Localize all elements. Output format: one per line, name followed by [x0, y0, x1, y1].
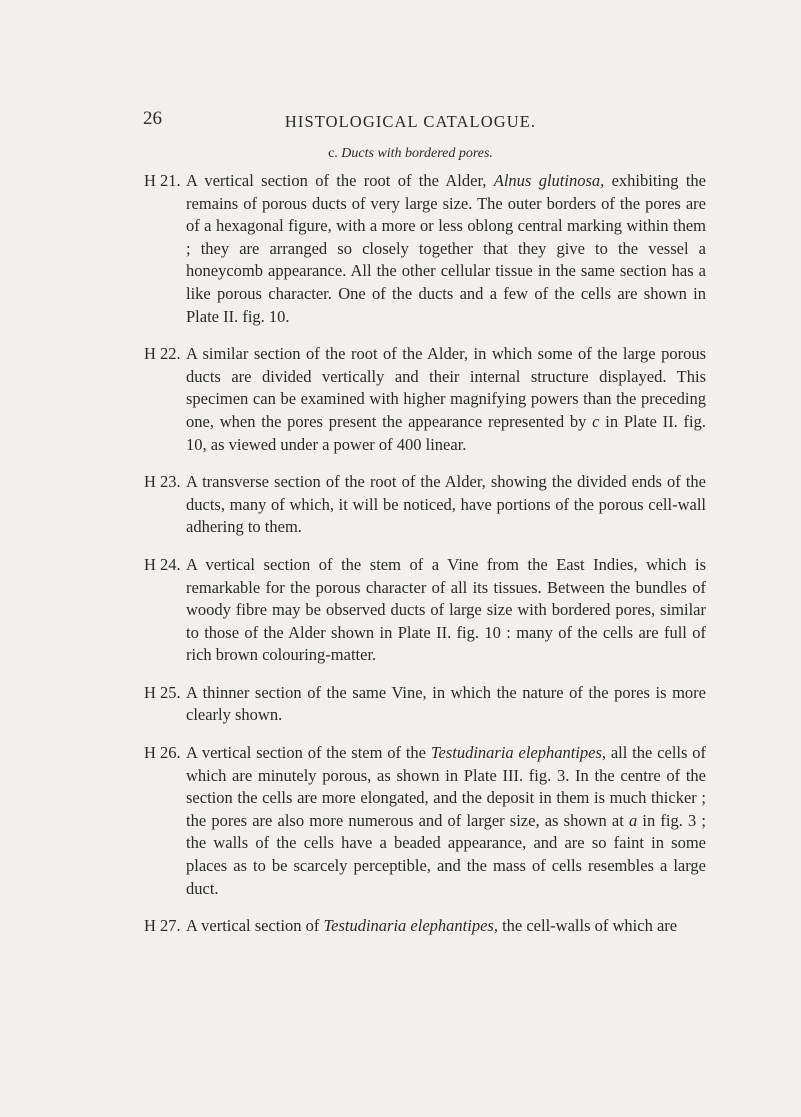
page-number: 26 [143, 108, 162, 129]
entry-text [186, 554, 706, 667]
entry-id: H 23. [144, 472, 181, 492]
entry-text [186, 471, 706, 539]
entry-text-italic: Alnus glutinosa, [493, 171, 605, 190]
entry-id: H 25. [144, 682, 181, 702]
entry-text [186, 915, 706, 938]
entry-id: H 21. [144, 171, 181, 190]
entry-text [186, 170, 706, 328]
catalogue-entry [144, 343, 706, 456]
catalogue-entry [144, 742, 706, 900]
entry-text-segment: in Plate II. fig. 10, as viewed under a power of 400 linear. [186, 411, 706, 454]
entry-id: H 27. [144, 916, 181, 936]
entry-text-segment: in fig. 3 ; the walls of the cells have a beaded appearance, and are so faint in some places as to be scarcely perceptible, and the mass of cells resembles a large duct. [186, 810, 706, 898]
entry-text-italic: Testudinaria elephantipes, [323, 916, 498, 936]
entry-list [144, 170, 706, 953]
entry-text [186, 343, 706, 456]
catalogue-entry [144, 915, 706, 938]
entry-text-segment: A transverse section of the root of the Alder, showing the divided ends of the ducts, many of which, it will be noticed, have portions of the porous cell-wall adhering to them. [186, 472, 706, 537]
catalogue-entry [144, 554, 706, 667]
running-head: HISTOLOGICAL CATALOGUE. [284, 112, 537, 131]
entry-text [186, 742, 706, 900]
entry-text-segment: the cell-walls of which are [497, 916, 678, 936]
entry-text-segment: A similar section of the root of the Alder, in which some of the large porous ducts are divided vertically and their internal structure displayed. This specimen can be examined with higher magnifying powers than the preceding one, when the pores present the appearance represented by [186, 344, 706, 431]
entry-text-italic: c [592, 411, 600, 431]
entry-id: H 22. [144, 344, 181, 364]
entry-text-segment: A vertical section of [186, 916, 324, 936]
entry-text-segment: exhibiting the remains of porous ducts of very large size. The outer borders of the pores are of a hexagonal figure, with a more or less oblong central marking within them ; they are arranged so closely together that they give to the vessel a honeycomb appearance. All the other cellular tissue in the same section has a like porous character. One of the ducts and a few of the cells are shown in Plate II. fig. 10. [186, 171, 706, 326]
entry-text-italic: Testudinaria elephantipes, [430, 743, 607, 763]
entry-text-italic: a [628, 810, 638, 830]
entry-text-segment: A vertical section of the root of the Alder, [186, 171, 494, 190]
section-heading [0, 146, 801, 162]
catalogue-entry [144, 170, 706, 328]
entry-text [186, 682, 706, 727]
section-title: Ducts with bordered pores. [341, 146, 493, 161]
entry-id: H 24. [144, 554, 181, 574]
entry-id: H 26. [144, 743, 181, 763]
catalogue-entry [144, 682, 706, 727]
section-label: c. [328, 146, 338, 161]
entry-text-segment: all the cells of which are minutely porous, as shown in Plate III. fig. 3. In the centre of the section the cells are more elongated, and the deposit in them is much thicker ; the pores are also more numerous and of larger size, as shown at [186, 743, 706, 830]
entry-text-segment: A vertical section of the stem of the [186, 743, 431, 763]
entry-text-segment: A vertical section of the stem of a Vine from the East Indies, which is remarkable for the porous character of all its tissues. Between the bundles of woody fibre may be observed ducts of large size with bordered pores, similar to those of the Alder shown in Plate II. fig. 10 : many of the cells are full of rich brown colouring-matter. [186, 554, 706, 665]
entry-text-segment: A thinner section of the same Vine, in which the nature of the pores is more clearly shown. [186, 682, 706, 725]
catalogue-entry [144, 471, 706, 539]
